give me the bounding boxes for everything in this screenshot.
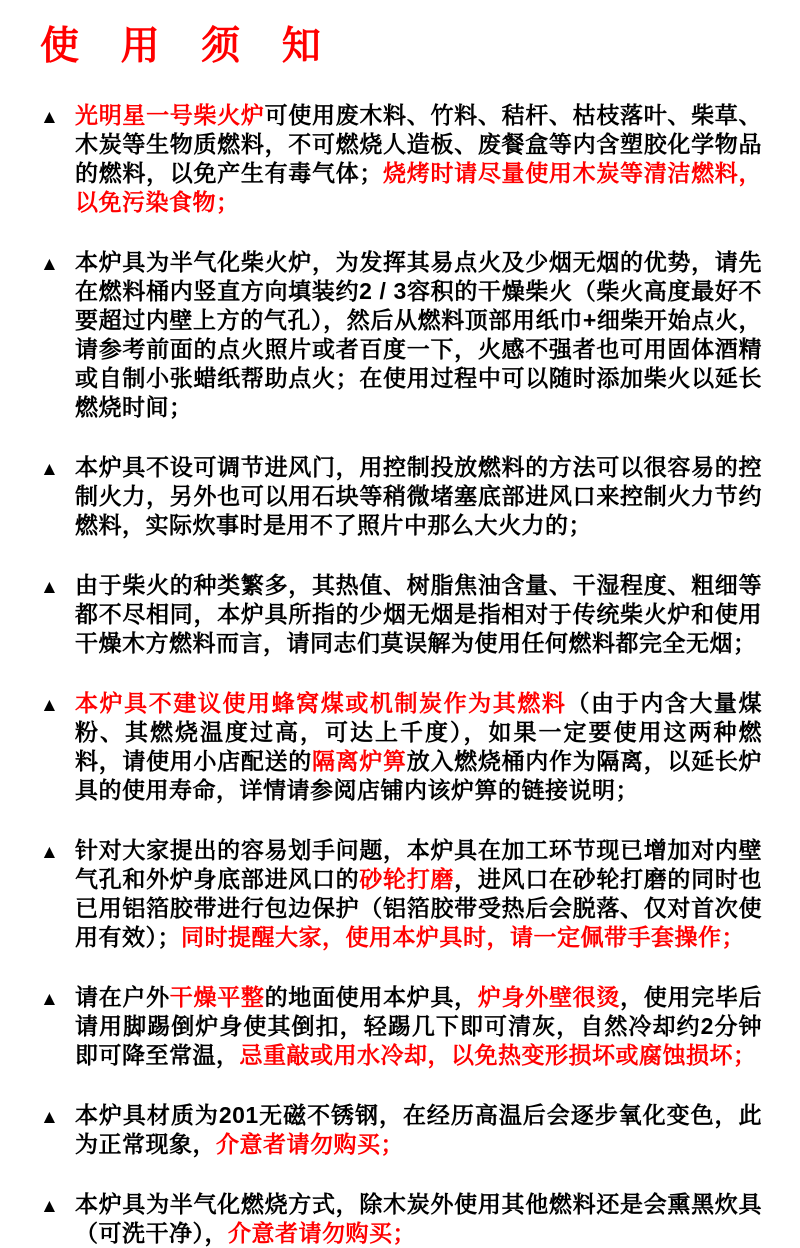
notice-item <box>40 689 762 805</box>
text-segment: 本炉具不设可调节进风门，用控制投放燃料的方法可以很容易的控制火力，另外也可以用石块等稍微堵塞底部进风口来控制火力节约燃料，实际炊事时是用不了照片中那么大火力的； <box>75 453 762 538</box>
notice-text <box>75 1102 762 1157</box>
text-segment: 介意者请勿购买； <box>228 1219 416 1246</box>
text-segment: 本炉具为半气化柴火炉，为发挥其易点火及少烟无烟的优势，请先在燃料桶内竖直方向填装约 <box>75 248 762 304</box>
text-segment: 2 <box>700 1012 714 1039</box>
text-segment: 放入燃烧桶内作为隔离，以延长炉具的使用寿命，详情请参阅店铺内该炉箅的链接说明； <box>75 747 763 803</box>
notice-text <box>75 454 762 538</box>
text-segment: 的地面使用本炉具， <box>264 983 478 1010</box>
text-segment: 本炉具为半气化燃烧方式，除木炭外使用其他燃料还是会熏黑炊具（可洗干净）， <box>75 1190 762 1246</box>
notice-item <box>40 983 762 1070</box>
text-segment: 忌重敲或用水冷却，以免热变形损坏或腐蚀损坏； <box>239 1041 757 1068</box>
notice-text <box>75 690 762 803</box>
text-segment: 介意者请勿购买； <box>216 1130 404 1157</box>
notice-item <box>40 571 762 658</box>
notice-item <box>40 453 762 540</box>
text-segment: 由于柴火的种类繁多，其热值、树脂焦油含量、干湿程度、粗细等都不尽相同，本炉具所指的少烟无烟是指相对于传统柴火炉和使用干燥木方燃料而言，请同志们莫误解为使用任何燃料都完全无烟； <box>75 571 762 656</box>
notice-text <box>75 102 762 215</box>
triangle-bullet-icon: ▲ <box>40 106 60 128</box>
text-segment: 干燥平整 <box>169 983 265 1010</box>
triangle-bullet-icon: ▲ <box>40 576 60 598</box>
notice-item <box>40 836 762 952</box>
text-segment: 烧烤时请尽量使用木炭等清洁燃料，以免污染食物； <box>75 159 763 215</box>
notice-item <box>40 248 762 422</box>
notice-text <box>75 837 762 950</box>
text-segment: 本炉具材质为 <box>75 1101 219 1128</box>
text-segment: 无磁不锈钢，在经历高温后会逐步氧化变色，此为正常现象， <box>75 1101 763 1157</box>
notice-item <box>40 1101 762 1159</box>
notice-list <box>40 101 762 1248</box>
notice-text <box>75 1191 762 1246</box>
triangle-bullet-icon: ▲ <box>40 458 60 480</box>
text-segment: 分钟即可降至常温， <box>75 1012 763 1068</box>
text-segment: 同时提醒大家，使用本炉具时，请一定佩带手套操作； <box>181 923 745 950</box>
text-segment: 细柴开始点火，请参考前面的点火照片或者百度一下，火感不强者也可用固体酒精或自制小张蜡纸帮助点火；在使用过程中可以随时添加柴火以延长燃烧时间； <box>75 306 763 420</box>
triangle-bullet-icon: ▲ <box>40 1195 60 1217</box>
text-segment: 201 <box>218 1101 259 1128</box>
text-segment: 炉身外壁很烫 <box>477 983 621 1010</box>
triangle-bullet-icon: ▲ <box>40 694 60 716</box>
text-segment: 本炉具不建议使用蜂窝煤或机制炭作为其燃料 <box>75 689 567 716</box>
text-segment: ，使用完毕后请用脚踢倒炉身使其倒扣，轻踢几下即可清灰，自然冷却约 <box>75 983 763 1039</box>
text-segment: 砂轮打磨 <box>359 865 455 892</box>
notice-item <box>40 101 762 217</box>
text-segment: ，进风口在砂轮打磨的同时也已用铝箔胶带进行包边保护（铝箔胶带受热后会脱落、仅对首次使用有效）； <box>75 865 763 950</box>
triangle-bullet-icon: ▲ <box>40 988 60 1010</box>
text-segment: 容积的干燥柴火（柴火高度最好不要超过内壁上方的气孔），然后从燃料顶部用纸巾 <box>75 277 763 333</box>
text-segment: 请在户外 <box>75 983 170 1010</box>
text-segment: 隔离炉箅 <box>311 747 407 774</box>
notice-item <box>40 1190 762 1248</box>
triangle-bullet-icon: ▲ <box>40 841 60 863</box>
notice-text <box>75 572 762 656</box>
text-segment: 光明星一号柴火炉 <box>75 101 265 128</box>
triangle-bullet-icon: ▲ <box>40 1106 60 1128</box>
text-segment: （由于内含大量煤粉、其燃烧温度过高，可达上千度），如果一定要使用这两种燃料，请使用小店配送的 <box>75 689 763 774</box>
page-title: 使 用 须 知 <box>40 23 335 69</box>
notice-text <box>75 249 762 420</box>
text-segment: 可使用废木料、竹料、秸杆、枯枝落叶、柴草、木炭等生物质燃料，不可燃烧人造板、废餐盒等内含塑胶化学物品的燃料，以免产生有毒气体； <box>75 101 763 186</box>
text-segment: + <box>582 306 597 333</box>
notice-text <box>75 984 762 1068</box>
text-segment: 针对大家提出的容易划手问题，本炉具在加工环节现已增加对内壁气孔和外炉身底部进风口的 <box>75 836 762 892</box>
triangle-bullet-icon: ▲ <box>40 253 60 275</box>
text-segment: 2 / 3 <box>359 277 407 304</box>
